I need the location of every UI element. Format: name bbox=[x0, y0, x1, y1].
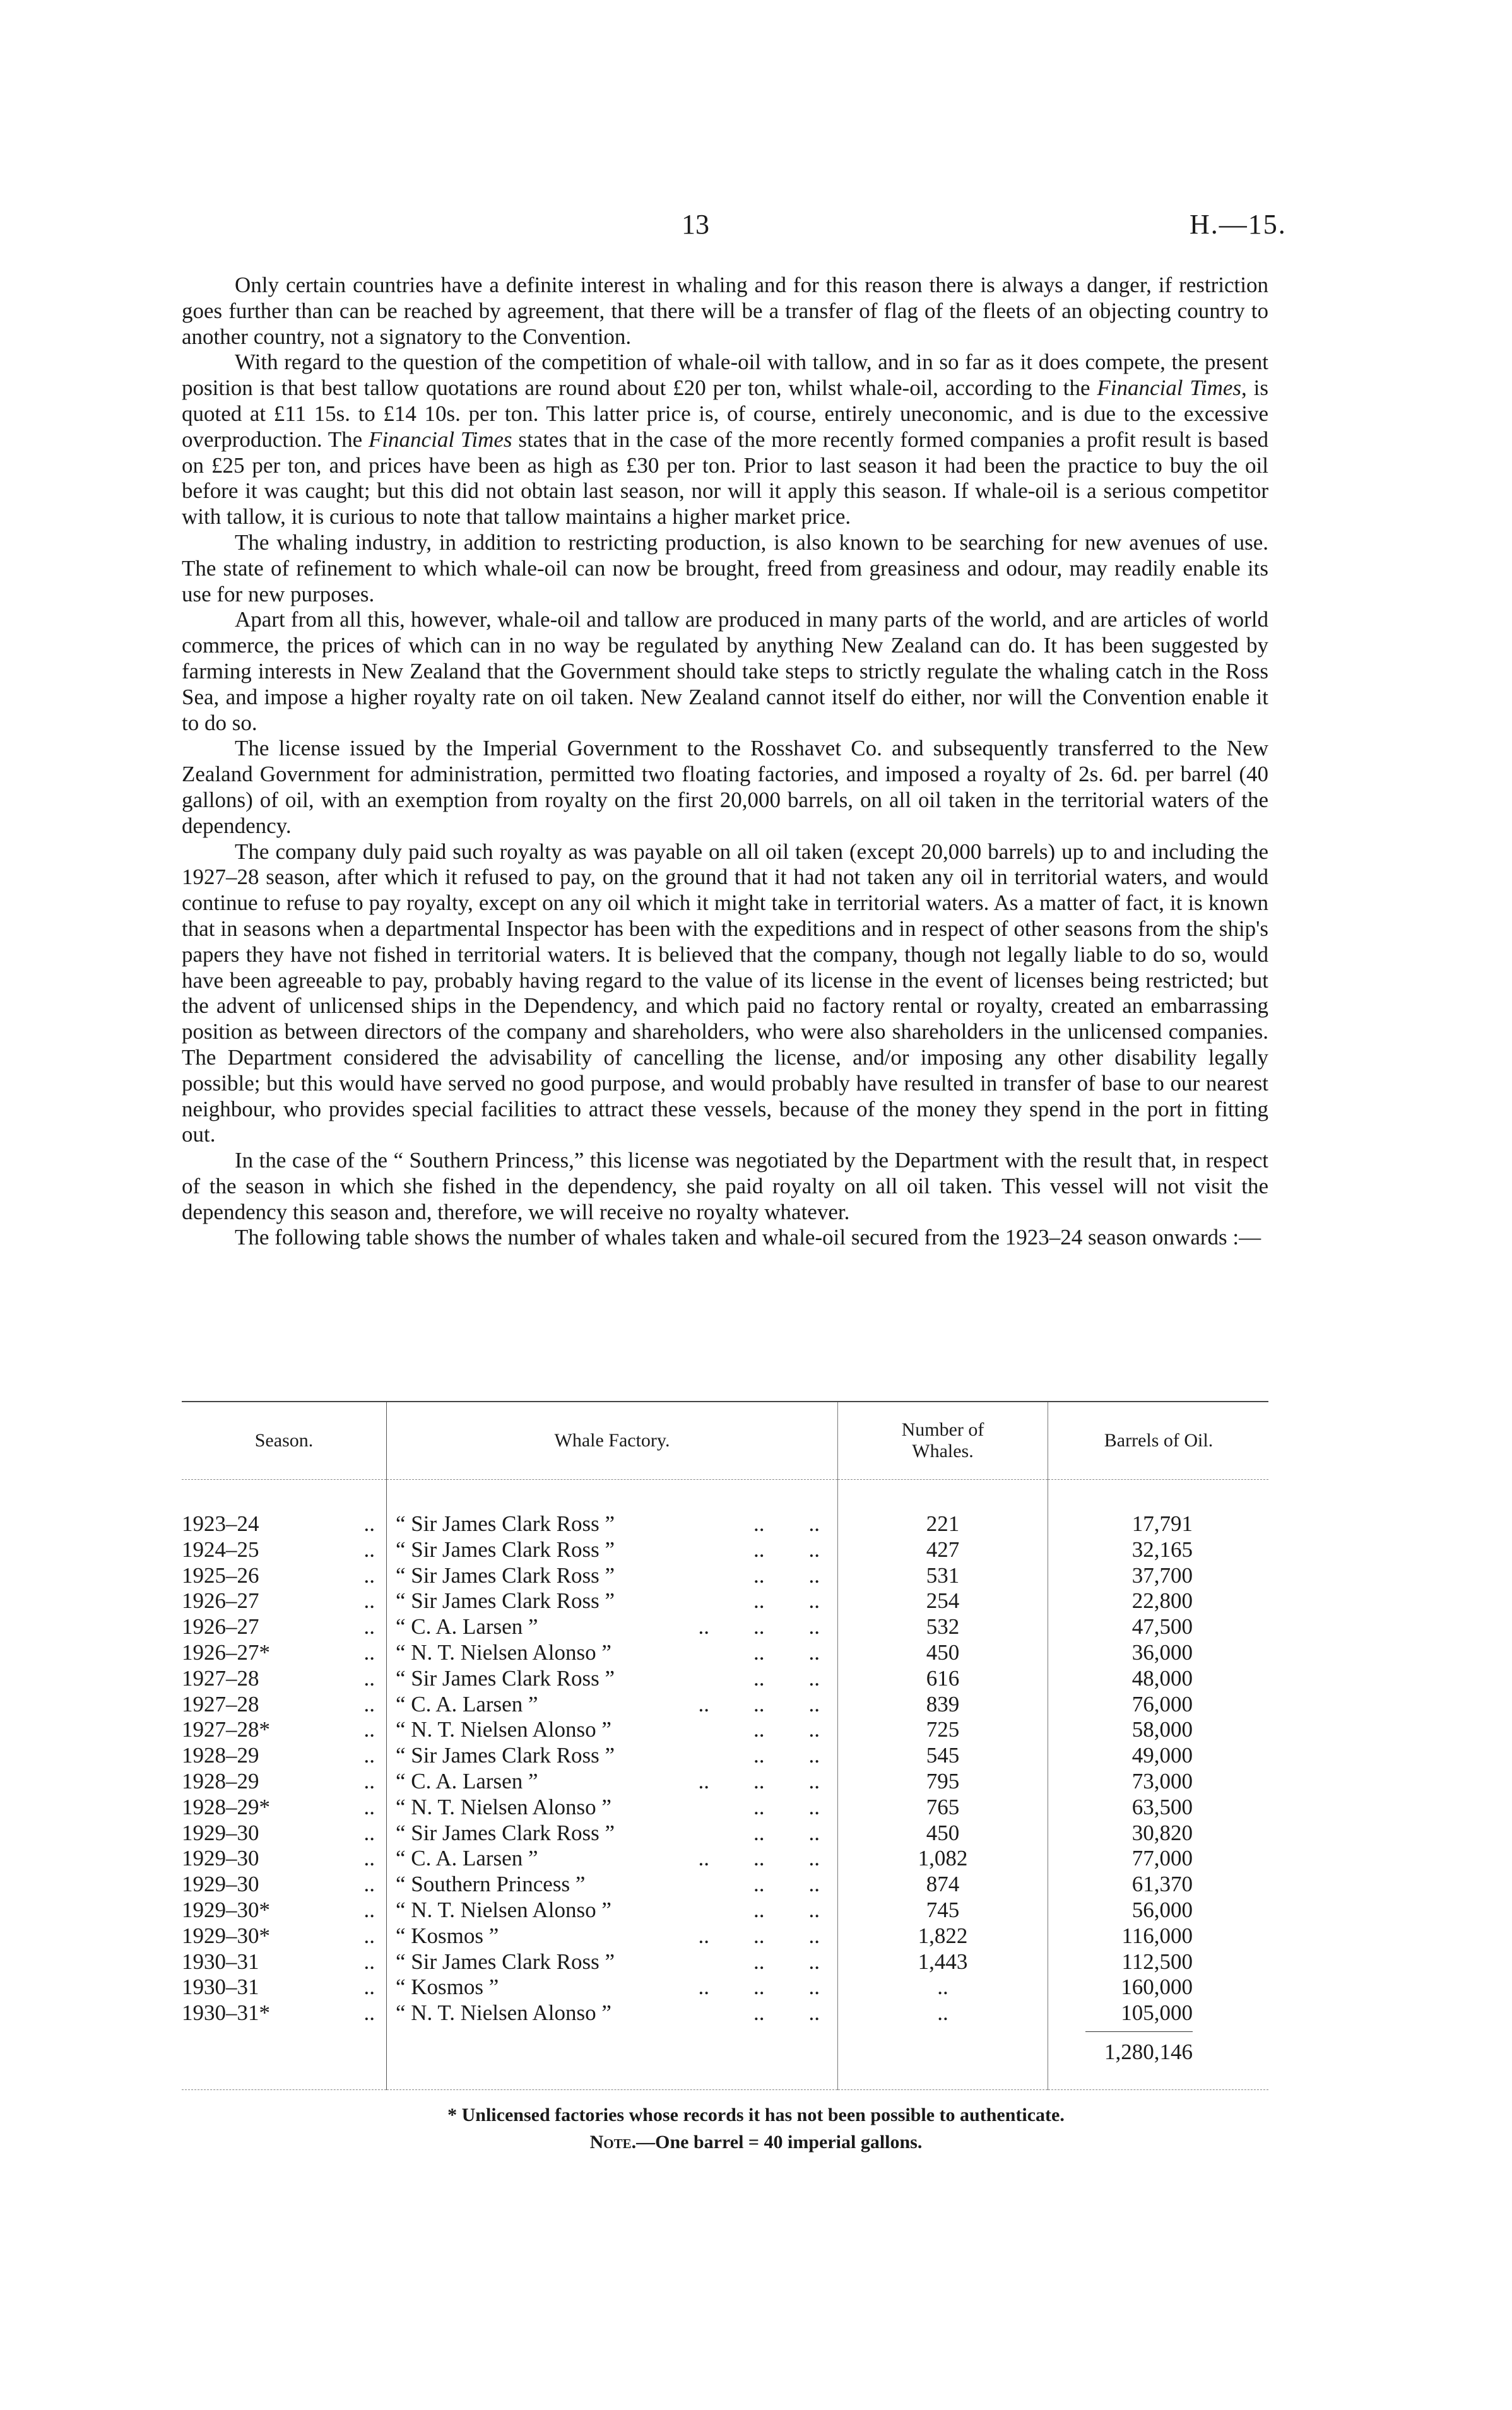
barrels-cell: 116,000 bbox=[1048, 1923, 1269, 1949]
whales-cell: 874 bbox=[838, 1872, 1048, 1898]
table-row bbox=[182, 1511, 1268, 1537]
barrels-cell: 76,000 bbox=[1048, 1692, 1269, 1718]
factory-cell: “ Kosmos ” .. .. .. bbox=[387, 1975, 838, 2000]
season-cell: 1927–28 .. bbox=[182, 1665, 375, 1691]
season-cell: 1930–31* .. bbox=[182, 2000, 375, 2026]
barrels-cell: 56,000 bbox=[1048, 1898, 1269, 1923]
whales-cell: .. bbox=[838, 1975, 1048, 2000]
table-row bbox=[182, 1898, 1268, 1923]
season-cell: 1929–30 .. bbox=[182, 1872, 375, 1897]
season-cell: 1924–25 .. bbox=[182, 1537, 375, 1562]
factory-cell: “ C. A. Larsen ” .. .. .. bbox=[387, 1614, 838, 1640]
table-row bbox=[182, 1717, 1268, 1743]
season-cell: 1929–30* .. bbox=[182, 1923, 375, 1948]
table-row bbox=[182, 1614, 1268, 1640]
page-number: 13 bbox=[682, 209, 709, 240]
whales-cell: 545 bbox=[838, 1743, 1048, 1769]
factory-cell: “ N. T. Nielsen Alonso ” .. .. bbox=[387, 2000, 838, 2026]
season-cell: 1926–27* .. bbox=[182, 1639, 375, 1665]
whales-cell: 1,822 bbox=[838, 1923, 1048, 1949]
factory-cell: “ Sir James Clark Ross ” .. .. bbox=[387, 1743, 838, 1769]
season-cell: 1928–29 .. bbox=[182, 1768, 375, 1793]
season-cell: 1927–28* .. bbox=[182, 1717, 375, 1742]
factory-cell: “ N. T. Nielsen Alonso ” .. .. bbox=[387, 1898, 838, 1923]
barrels-cell: 61,370 bbox=[1048, 1872, 1269, 1898]
barrels-cell: 73,000 bbox=[1048, 1769, 1269, 1795]
barrels-cell: 49,000 bbox=[1048, 1743, 1269, 1769]
table-row bbox=[182, 1692, 1268, 1718]
header-whales-label: Number of Whales. bbox=[901, 1419, 984, 1462]
factory-cell: “ Sir James Clark Ross ” .. .. bbox=[387, 1666, 838, 1692]
table-row bbox=[182, 1743, 1268, 1769]
season-cell: 1928–29* .. bbox=[182, 1794, 375, 1819]
factory-cell: “ N. T. Nielsen Alonso ” .. .. bbox=[387, 1795, 838, 1821]
barrels-cell: 17,791 bbox=[1048, 1511, 1269, 1537]
season-cell: 1929–30 .. bbox=[182, 1820, 375, 1845]
note bbox=[0, 2132, 1512, 2153]
header-whales bbox=[838, 1402, 1048, 1480]
header-season: Season. bbox=[182, 1402, 387, 1480]
whaling-table bbox=[182, 1401, 1268, 2090]
barrels-cell: 112,500 bbox=[1048, 1949, 1269, 1975]
whales-cell: 532 bbox=[838, 1614, 1048, 1640]
table-header-row bbox=[182, 1402, 1268, 1480]
factory-cell: “ Sir James Clark Ross ” .. .. bbox=[387, 1588, 838, 1614]
whales-cell: 254 bbox=[838, 1588, 1048, 1614]
document-reference: H.—15. bbox=[1190, 209, 1287, 240]
season-cell: 1926–27 .. bbox=[182, 1588, 375, 1614]
table-row bbox=[182, 1537, 1268, 1563]
barrels-cell: 36,000 bbox=[1048, 1640, 1269, 1666]
whales-cell: 221 bbox=[838, 1511, 1048, 1537]
barrels-cell: 160,000 bbox=[1048, 1975, 1269, 2000]
barrels-cell: 48,000 bbox=[1048, 1666, 1269, 1692]
table-row bbox=[182, 1563, 1268, 1589]
factory-cell: “ Sir James Clark Ross ” .. .. bbox=[387, 1511, 838, 1537]
barrels-cell: 63,500 bbox=[1048, 1795, 1269, 1821]
table-row bbox=[182, 1872, 1268, 1898]
footnote: * Unlicensed factories whose records it has not been possible to authenticate. bbox=[447, 2105, 1065, 2125]
paragraph: In the case of the “ Southern Princess,” this license was negotiated by the Department with the result that, in respect of the season in which she fished in the dependency, she paid royalty on all oil taken. This vessel will not visit the dependency this season and, therefore, we will receive no royalty whatever. bbox=[182, 1148, 1268, 1224]
season-cell: 1929–30* .. bbox=[182, 1897, 375, 1922]
paragraph: The whaling industry, in addition to restricting production, is also known to be searching for new avenues of use. The state of refinement to which whale-oil can now be brought, freed from greasiness and odour, may readily enable its use for new purposes. bbox=[182, 529, 1268, 606]
table-row bbox=[182, 1640, 1268, 1666]
header-factory: Whale Factory. bbox=[387, 1402, 838, 1480]
whales-cell: 1,082 bbox=[838, 1846, 1048, 1872]
paragraph: Only certain countries have a definite interest in whaling and for this reason there is always a danger, if restriction goes further than can be reached by agreement, that there will be a transfer of flag of the fleets of an objecting country to another country, not a signatory to the Convention. bbox=[182, 273, 1268, 349]
whales-cell: .. bbox=[838, 2000, 1048, 2026]
barrels-cell: 47,500 bbox=[1048, 1614, 1269, 1640]
whales-cell: 531 bbox=[838, 1563, 1048, 1589]
factory-cell: “ Sir James Clark Ross ” .. .. bbox=[387, 1949, 838, 1975]
paragraph: The company duly paid such royalty as was payable on all oil taken (except 20,000 barrels) up to and including the 1927–28 season, after which it refused to pay, on the ground that it had not taken any oil in territorial waters, and would continue to refuse to pay royalty, except on any oil which it might take in territorial waters. As a matter of fact, it is known that in seasons when a departmental Inspector has been with the expeditions and in respect of other seasons from the ship's papers they have not fished in territorial waters. It is believed that the company, though not legally liable to do so, would have been agreeable to pay, probably having regard to the value of its license in the event of licenses being restricted; but the advent of unlicensed ships in the Dependency, and which paid no factory rental or royalty, created an embarrassing position as between directors of the company and shareholders, who were also shareholders in the unlicensed companies. The Department considered the advisability of cancelling the license, and/or imposing any other disability legally possible; but this would have served no good purpose, and would probably have resulted in transfer of base to our nearest neighbour, who provides special facilities to attract these vessels, because of the money they spend in the port in fitting out. bbox=[182, 839, 1268, 1147]
factory-cell: “ Sir James Clark Ross ” .. .. bbox=[387, 1537, 838, 1563]
whales-cell: 616 bbox=[838, 1666, 1048, 1692]
paragraph: The license issued by the Imperial Government to the Rosshavet Co. and subsequently transferred to the New Zealand Government for administration, permitted two floating factories, and imposed a royalty of 2s. 6d. per barrel (40 gallons) of oil, with an exemption from royalty on the first 20,000 barrels, on all oil taken in the territorial waters of the dependency. bbox=[182, 736, 1268, 838]
table-row bbox=[182, 1588, 1268, 1614]
note-text: —One barrel = 40 imperial gallons. bbox=[636, 2132, 923, 2153]
total-barrels: 1,280,146 bbox=[1085, 2031, 1193, 2065]
whales-cell: 725 bbox=[838, 1717, 1048, 1743]
header-barrels: Barrels of Oil. bbox=[1048, 1402, 1269, 1480]
season-cell: 1928–29 .. bbox=[182, 1743, 375, 1768]
table-row bbox=[182, 2000, 1268, 2026]
table-row bbox=[182, 1666, 1268, 1692]
table-row bbox=[182, 1949, 1268, 1975]
barrels-cell: 105,000 bbox=[1048, 2000, 1269, 2026]
factory-cell: “ N. T. Nielsen Alonso ” .. .. bbox=[387, 1717, 838, 1743]
factory-cell: “ Sir James Clark Ross ” .. .. bbox=[387, 1821, 838, 1846]
barrels-cell: 30,820 bbox=[1048, 1821, 1269, 1846]
whales-cell: 1,443 bbox=[838, 1949, 1048, 1975]
factory-cell: “ C. A. Larsen ” .. .. .. bbox=[387, 1846, 838, 1872]
factory-cell: “ Sir James Clark Ross ” .. .. bbox=[387, 1563, 838, 1589]
whales-cell: 745 bbox=[838, 1898, 1048, 1923]
barrels-cell: 77,000 bbox=[1048, 1846, 1269, 1872]
table-row bbox=[182, 1975, 1268, 2000]
total-row bbox=[182, 2026, 1268, 2070]
factory-cell: “ Southern Princess ” .. .. bbox=[387, 1872, 838, 1898]
season-cell: 1930–31 .. bbox=[182, 1975, 375, 2000]
factory-cell: “ Kosmos ” .. .. .. bbox=[387, 1923, 838, 1949]
season-cell: 1923–24 .. bbox=[182, 1511, 375, 1536]
season-cell: 1929–30 .. bbox=[182, 1846, 375, 1871]
season-cell: 1930–31 .. bbox=[182, 1949, 375, 1974]
season-cell: 1927–28 .. bbox=[182, 1691, 375, 1716]
whales-cell: 795 bbox=[838, 1769, 1048, 1795]
whales-cell: 427 bbox=[838, 1537, 1048, 1563]
barrels-cell: 37,700 bbox=[1048, 1563, 1269, 1589]
table-row bbox=[182, 1821, 1268, 1846]
barrels-cell: 32,165 bbox=[1048, 1537, 1269, 1563]
whales-cell: 839 bbox=[838, 1692, 1048, 1718]
season-cell: 1925–26 .. bbox=[182, 1562, 375, 1588]
whales-cell: 450 bbox=[838, 1640, 1048, 1666]
paragraph: With regard to the question of the competition of whale-oil with tallow, and in so far as it does compete, the present position is that best tallow quotations are round about £20 per ton, whilst whale-oil, according to the Financial Times, is quoted at £11 15s. to £14 10s. per ton. This latter price is, of course, entirely uneconomic, and is due to the excessive overproduction. The Financial Times states that in the case of the more recently formed companies a profit result is based on £25 per ton, and prices have been as high as £30 per ton. Prior to last season it had been the practice to buy the oil before it was caught; but this did not obtain last season, nor will it apply this season. If whale-oil is a serious competitor with tallow, it is curious to note that tallow maintains a higher market price. bbox=[182, 350, 1268, 529]
factory-cell: “ N. T. Nielsen Alonso ” .. .. bbox=[387, 1640, 838, 1666]
paragraph: The following table shows the number of whales taken and whale-oil secured from the 1923–24 season onwards :— bbox=[235, 1225, 1261, 1250]
factory-cell: “ C. A. Larsen ” .. .. .. bbox=[387, 1769, 838, 1795]
whales-cell: 765 bbox=[838, 1795, 1048, 1821]
barrels-cell: 58,000 bbox=[1048, 1717, 1269, 1743]
table-row bbox=[182, 1923, 1268, 1949]
factory-cell: “ C. A. Larsen ” .. .. .. bbox=[387, 1692, 838, 1718]
table-row bbox=[182, 1846, 1268, 1872]
table-row bbox=[182, 1795, 1268, 1821]
barrels-cell: 22,800 bbox=[1048, 1588, 1269, 1614]
body-text bbox=[182, 273, 1268, 1251]
note-label: Note. bbox=[589, 2132, 637, 2153]
season-cell: 1926–27 .. bbox=[182, 1614, 375, 1639]
whales-cell: 450 bbox=[838, 1821, 1048, 1846]
table-row bbox=[182, 1769, 1268, 1795]
paragraph: Apart from all this, however, whale-oil and tallow are produced in many parts of the world, and are articles of world commerce, the prices of which can in no way be regulated by anything New Zealand can do. It has been suggested by farming interests in New Zealand that the Government should take steps to strictly regulate the whaling catch in the Ross Sea, and impose a higher royalty rate on oil taken. New Zealand cannot itself do either, nor will the Convention enable it to do so. bbox=[182, 607, 1268, 735]
